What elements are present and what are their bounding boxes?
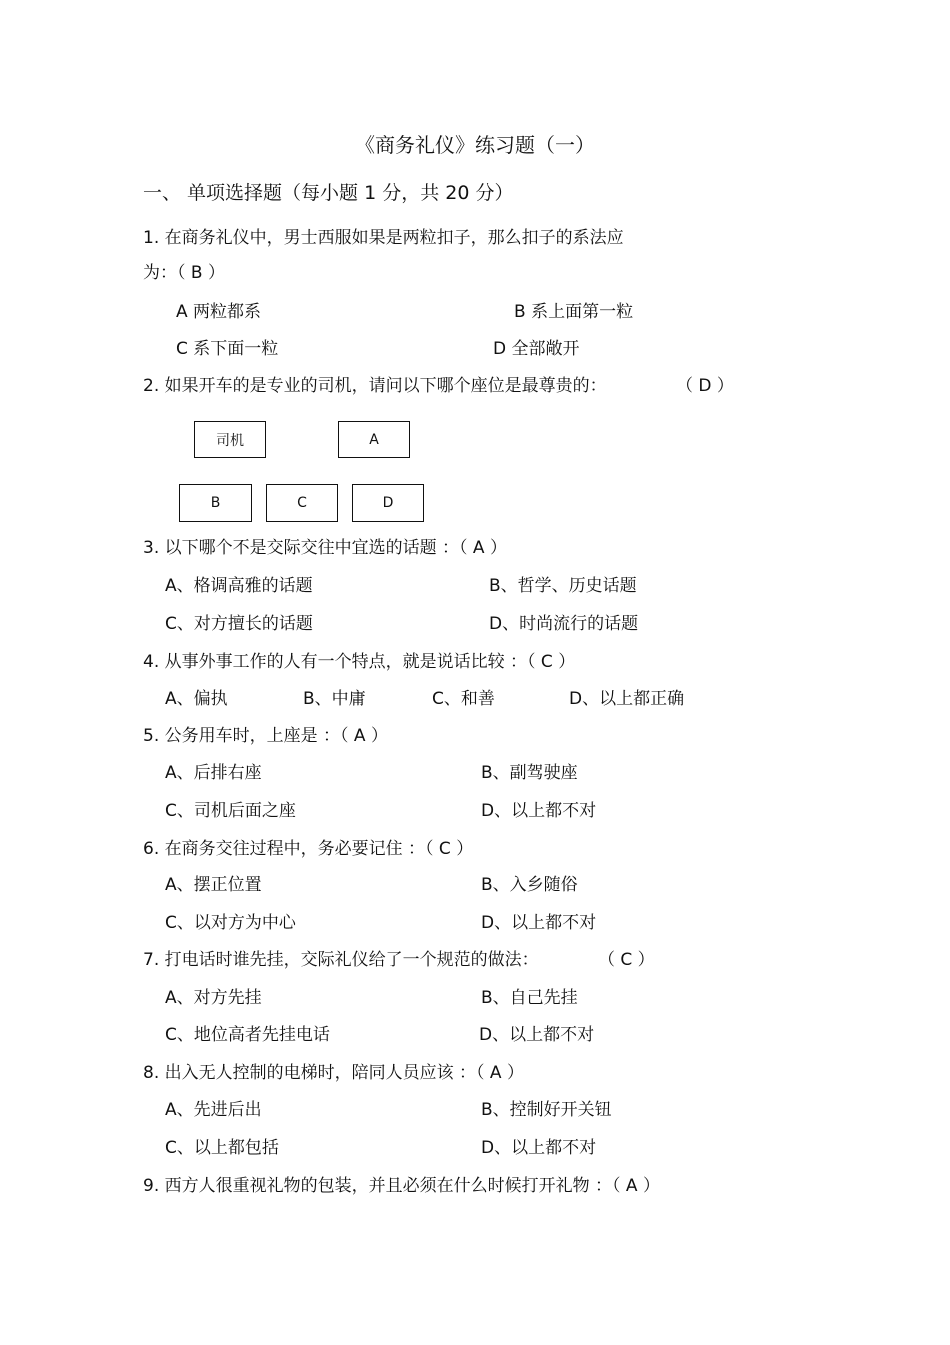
question-2-text: 2. 如果开车的是专业的司机，请问以下哪个座位是最尊贵的： — [143, 376, 607, 396]
seat-driver: 司机 — [194, 421, 266, 458]
question-7-text: 7. 打电话时谁先挂，交际礼仪给了一个规范的做法： — [143, 950, 539, 970]
question-6-option-d: D、以上都不对 — [481, 913, 597, 933]
question-2-answer: （ D ） — [676, 376, 734, 396]
question-1-option-a: A 两粒都系 — [176, 302, 262, 322]
question-8-option-a: A、先进后出 — [165, 1100, 262, 1120]
question-4-option-c: C、和善 — [432, 689, 495, 709]
question-1-text: 1. 在商务礼仪中，男士西服如果是两粒扣子，那么扣子的系法应 — [143, 228, 624, 248]
question-3-option-b: B、哲学、历史话题 — [489, 576, 637, 596]
question-8-option-d: D、以上都不对 — [481, 1138, 597, 1158]
question-3-option-c: C、对方擅长的话题 — [165, 614, 313, 634]
question-7-answer: （ C ） — [598, 950, 655, 970]
question-6-text: 6. 在商务交往过程中，务必要记住 ：（ C ） — [143, 839, 474, 859]
question-6-option-b: B、入乡随俗 — [481, 875, 578, 895]
question-6-option-a: A、摆正位置 — [165, 875, 262, 895]
question-5-option-c: C、司机后面之座 — [165, 801, 296, 821]
question-1-answer: 为：（ B ） — [143, 263, 225, 283]
question-4-option-a: A、偏执 — [165, 689, 228, 709]
question-9-text: 9. 西方人很重视礼物的包装，并且必须在什么时候打开礼物 ：（ A ） — [143, 1176, 660, 1196]
page-title: 《商务礼仪》练习题（一） — [355, 133, 595, 157]
question-8-option-c: C、以上都包括 — [165, 1138, 279, 1158]
question-7-option-a: A、对方先挂 — [165, 988, 262, 1008]
section-heading: 一、 单项选择题（每小题 1 分，共 20 分） — [143, 182, 514, 204]
question-5-option-b: B、副驾驶座 — [481, 763, 578, 783]
question-1-option-d: D 全部敞开 — [493, 339, 580, 359]
question-6-option-c: C、以对方为中心 — [165, 913, 296, 933]
question-7-option-d: D、以上都不对 — [479, 1025, 595, 1045]
seat-c: C — [266, 484, 338, 522]
question-8-text: 8. 出入无人控制的电梯时，陪同人员应该 ：（ A ） — [143, 1063, 524, 1083]
question-4-option-b: B、中庸 — [303, 689, 366, 709]
seat-a: A — [338, 421, 410, 458]
question-1-option-b: B 系上面第一粒 — [514, 302, 634, 322]
question-8-option-b: B、控制好开关钮 — [481, 1100, 612, 1120]
question-5-option-d: D、以上都不对 — [481, 801, 597, 821]
question-3-text: 3. 以下哪个不是交际交往中宜选的话题 ：（ A ） — [143, 538, 507, 558]
question-4-text: 4. 从事外事工作的人有一个特点，就是说话比较 ：（ C ） — [143, 652, 576, 672]
question-1-option-c: C 系下面一粒 — [176, 339, 279, 359]
question-5-text: 5. 公务用车时，上座是 ：（ A ） — [143, 726, 388, 746]
question-5-option-a: A、后排右座 — [165, 763, 262, 783]
seat-d: D — [352, 484, 424, 522]
seat-b: B — [179, 484, 252, 522]
question-7-option-b: B、自己先挂 — [481, 988, 578, 1008]
question-3-option-a: A、格调高雅的话题 — [165, 576, 313, 596]
question-4-option-d: D、以上都正确 — [569, 689, 685, 709]
question-7-option-c: C、地位高者先挂电话 — [165, 1025, 330, 1045]
question-3-option-d: D、时尚流行的话题 — [489, 614, 639, 634]
